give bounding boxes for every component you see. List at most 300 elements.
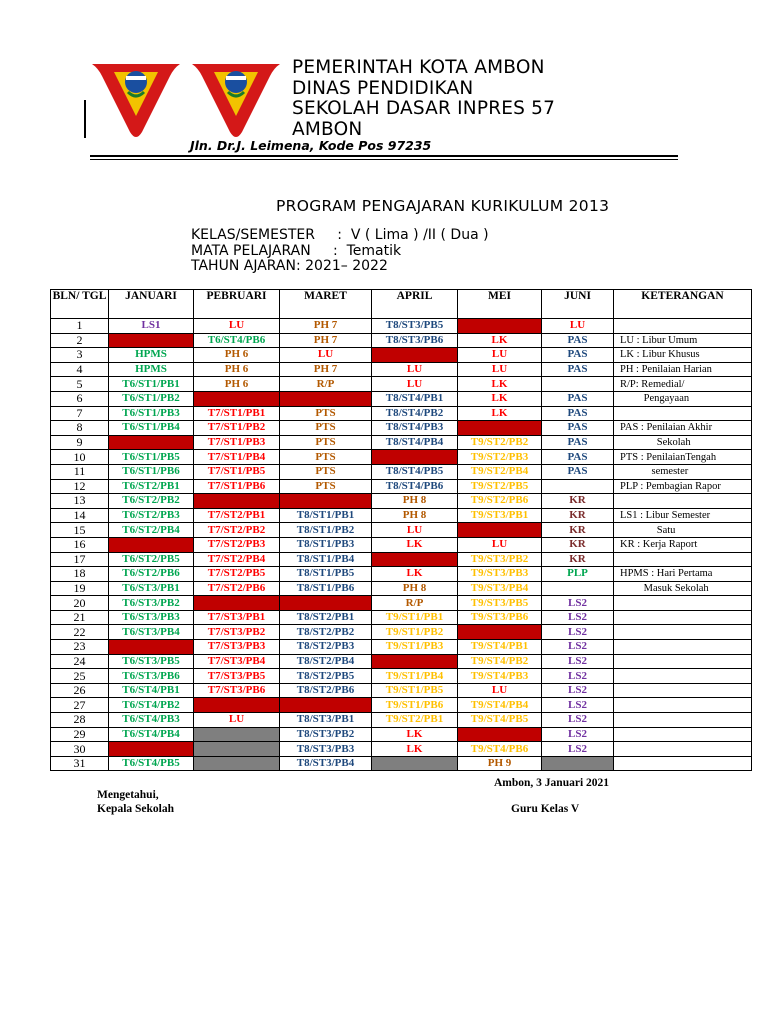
footer-guru-kelas: Guru Kelas V (511, 803, 580, 815)
cell-mei: T9/ST3/PB1 (458, 508, 542, 523)
row-date: 3 (51, 348, 109, 363)
cell-maret: T8/ST2/PB1 (280, 610, 372, 625)
table-row (51, 727, 752, 742)
cell-pebruari: T7/ST2/PB6 (194, 581, 280, 596)
schedule-table (50, 289, 752, 771)
cell-april: PH 8 (372, 494, 458, 509)
cell-januari: HPMS (109, 362, 194, 377)
footer-mengetahui: Mengetahui, (97, 789, 159, 801)
cell-juni: LS2 (542, 596, 614, 611)
cell-april: T9/ST1/PB5 (372, 683, 458, 698)
cell-januari: T6/ST4/PB4 (109, 727, 194, 742)
cell-maret: T8/ST2/PB6 (280, 683, 372, 698)
cell-januari: T6/ST4/PB5 (109, 756, 194, 771)
cell-januari (109, 435, 194, 450)
cell-maret: PTS (280, 450, 372, 465)
table-row (51, 377, 752, 392)
cell-maret: T8/ST2/PB2 (280, 625, 372, 640)
cell-april: LU (372, 377, 458, 392)
cell-juni: PAS (542, 435, 614, 450)
cell-juni: LS2 (542, 654, 614, 669)
cell-mei (458, 421, 542, 436)
cell-keterangan (614, 596, 752, 611)
school-address: Jln. Dr.J. Leimena, Kode Pos 97235 (190, 138, 432, 153)
cell-januari: T6/ST3/PB3 (109, 610, 194, 625)
cell-keterangan (614, 727, 752, 742)
cell-maret: T8/ST1/PB6 (280, 581, 372, 596)
table-row (51, 450, 752, 465)
cell-april: T8/ST4/PB3 (372, 421, 458, 436)
cell-juni: PAS (542, 391, 614, 406)
row-date: 15 (51, 523, 109, 538)
row-date: 18 (51, 567, 109, 582)
row-date: 21 (51, 610, 109, 625)
cell-januari: LS1 (109, 319, 194, 334)
cell-januari (109, 537, 194, 552)
cell-maret: T8/ST1/PB2 (280, 523, 372, 538)
cell-pebruari: T7/ST3/PB1 (194, 610, 280, 625)
cell-maret: R/P (280, 377, 372, 392)
cell-april: T9/ST1/PB4 (372, 669, 458, 684)
table-row (51, 537, 752, 552)
table-row (51, 654, 752, 669)
table-row (51, 464, 752, 479)
cell-juni: LS2 (542, 713, 614, 728)
cell-pebruari: T7/ST1/PB6 (194, 479, 280, 494)
table-row (51, 333, 752, 348)
cell-juni (542, 479, 614, 494)
meta-mapel: MATA PELAJARAN : Tematik (191, 242, 402, 259)
cell-januari: T6/ST2/PB6 (109, 567, 194, 582)
table-header-row (51, 290, 752, 319)
city-emblem-right (190, 58, 282, 138)
cell-mei: T9/ST3/PB2 (458, 552, 542, 567)
cell-mei: T9/ST4/PB5 (458, 713, 542, 728)
cell-juni: KR (542, 537, 614, 552)
cell-april: LK (372, 742, 458, 757)
cell-pebruari: T7/ST1/PB5 (194, 464, 280, 479)
cell-pebruari (194, 494, 280, 509)
cell-maret (280, 391, 372, 406)
cell-maret: PH 7 (280, 362, 372, 377)
cell-april: T8/ST4/PB5 (372, 464, 458, 479)
cell-keterangan: Masuk Sekolah (614, 581, 752, 596)
cell-januari: T6/ST1/PB1 (109, 377, 194, 392)
cell-pebruari (194, 391, 280, 406)
row-date: 17 (51, 552, 109, 567)
cell-maret: PTS (280, 464, 372, 479)
cell-keterangan (614, 625, 752, 640)
cell-april (372, 450, 458, 465)
cell-maret: PH 7 (280, 333, 372, 348)
cell-juni: LS2 (542, 610, 614, 625)
header-bln-tgl: BLN/ TGL (51, 290, 109, 319)
cell-pebruari: T6/ST4/PB6 (194, 333, 280, 348)
table-row (51, 625, 752, 640)
cell-maret: T8/ST2/PB4 (280, 654, 372, 669)
cell-maret: T8/ST1/PB4 (280, 552, 372, 567)
schedule-body (51, 319, 752, 771)
cell-pebruari: T7/ST2/PB4 (194, 552, 280, 567)
cell-juni (542, 756, 614, 771)
cell-januari: T6/ST4/PB3 (109, 713, 194, 728)
row-date: 14 (51, 508, 109, 523)
cell-keterangan: LU : Libur Umum (614, 333, 752, 348)
cell-keterangan: PTS : PenilaianTengah (614, 450, 752, 465)
cell-juni: PLP (542, 567, 614, 582)
cell-keterangan (614, 640, 752, 655)
table-row (51, 698, 752, 713)
cell-mei: LU (458, 362, 542, 377)
cell-april: T9/ST2/PB1 (372, 713, 458, 728)
cell-pebruari (194, 698, 280, 713)
cell-januari: T6/ST3/PB5 (109, 654, 194, 669)
cell-juni: KR (542, 508, 614, 523)
cell-keterangan: Pengayaan (614, 391, 752, 406)
row-date: 25 (51, 669, 109, 684)
cell-juni (542, 581, 614, 596)
cell-april: T9/ST1/PB6 (372, 698, 458, 713)
table-row (51, 640, 752, 655)
cell-juni: LS2 (542, 683, 614, 698)
cell-mei: LK (458, 333, 542, 348)
cell-april: LK (372, 537, 458, 552)
cell-juni: KR (542, 494, 614, 509)
table-row (51, 435, 752, 450)
cell-keterangan: R/P: Remedial/ (614, 377, 752, 392)
row-date: 16 (51, 537, 109, 552)
cell-pebruari: T7/ST2/PB5 (194, 567, 280, 582)
cell-juni: PAS (542, 450, 614, 465)
cell-mei (458, 727, 542, 742)
row-date: 9 (51, 435, 109, 450)
cell-keterangan (614, 756, 752, 771)
meta-kelas: KELAS/SEMESTER : V ( Lima ) /II ( Dua ) (191, 227, 489, 243)
row-date: 5 (51, 377, 109, 392)
cell-januari: T6/ST1/PB6 (109, 464, 194, 479)
cell-mei: LU (458, 683, 542, 698)
document-meta (191, 228, 489, 275)
cell-januari: T6/ST2/PB5 (109, 552, 194, 567)
cell-pebruari: T7/ST1/PB2 (194, 421, 280, 436)
cell-maret: T8/ST1/PB5 (280, 567, 372, 582)
table-row (51, 567, 752, 582)
table-row (51, 406, 752, 421)
cell-mei: T9/ST3/PB3 (458, 567, 542, 582)
cell-keterangan (614, 610, 752, 625)
header-mei: MEI (458, 290, 542, 319)
cell-juni: LS2 (542, 698, 614, 713)
cell-mei: T9/ST4/PB3 (458, 669, 542, 684)
cell-juni: PAS (542, 421, 614, 436)
kop-line-2: DINAS PENDIDIKAN (292, 77, 474, 99)
table-row (51, 348, 752, 363)
cell-juni: LU (542, 319, 614, 334)
cell-januari: T6/ST1/PB2 (109, 391, 194, 406)
cell-pebruari: T7/ST3/PB3 (194, 640, 280, 655)
cell-april: PH 8 (372, 508, 458, 523)
header-vertical-bar (84, 100, 86, 138)
cell-keterangan (614, 654, 752, 669)
table-row (51, 421, 752, 436)
header-juni: JUNI (542, 290, 614, 319)
cell-april: T8/ST4/PB1 (372, 391, 458, 406)
cell-keterangan (614, 552, 752, 567)
cell-pebruari: LU (194, 713, 280, 728)
cell-april: T8/ST3/PB6 (372, 333, 458, 348)
cell-mei: T9/ST4/PB2 (458, 654, 542, 669)
cell-juni: LS2 (542, 669, 614, 684)
cell-januari: T6/ST2/PB2 (109, 494, 194, 509)
cell-pebruari: T7/ST3/PB4 (194, 654, 280, 669)
cell-april: T8/ST4/PB2 (372, 406, 458, 421)
cell-maret: T8/ST2/PB3 (280, 640, 372, 655)
cell-juni (542, 377, 614, 392)
cell-maret (280, 494, 372, 509)
meta-tahun: TAHUN AJARAN: 2021– 2022 (191, 258, 388, 274)
cell-januari: T6/ST3/PB6 (109, 669, 194, 684)
cell-april: T8/ST4/PB4 (372, 435, 458, 450)
table-row (51, 523, 752, 538)
cell-pebruari: T7/ST2/PB3 (194, 537, 280, 552)
row-date: 4 (51, 362, 109, 377)
cell-pebruari: T7/ST3/PB6 (194, 683, 280, 698)
row-date: 7 (51, 406, 109, 421)
cell-keterangan (614, 683, 752, 698)
cell-juni: PAS (542, 362, 614, 377)
row-date: 2 (51, 333, 109, 348)
row-date: 27 (51, 698, 109, 713)
cell-april: LU (372, 362, 458, 377)
row-date: 22 (51, 625, 109, 640)
cell-maret: T8/ST1/PB1 (280, 508, 372, 523)
cell-april: T9/ST1/PB2 (372, 625, 458, 640)
cell-april: R/P (372, 596, 458, 611)
cell-juni: PAS (542, 464, 614, 479)
cell-mei: LK (458, 391, 542, 406)
cell-pebruari: PH 6 (194, 348, 280, 363)
cell-mei: T9/ST2/PB5 (458, 479, 542, 494)
cell-pebruari (194, 756, 280, 771)
cell-maret: T8/ST3/PB3 (280, 742, 372, 757)
cell-januari: HPMS (109, 348, 194, 363)
cell-april: LU (372, 523, 458, 538)
row-date: 6 (51, 391, 109, 406)
cell-maret: PTS (280, 406, 372, 421)
cell-juni: LS2 (542, 742, 614, 757)
cell-juni: LS2 (542, 640, 614, 655)
cell-mei: T9/ST3/PB5 (458, 596, 542, 611)
cell-mei: LU (458, 537, 542, 552)
header-januari: JANUARI (109, 290, 194, 319)
cell-maret: PTS (280, 479, 372, 494)
cell-april: T9/ST1/PB1 (372, 610, 458, 625)
cell-april (372, 348, 458, 363)
cell-mei: T9/ST3/PB4 (458, 581, 542, 596)
cell-juni: LS2 (542, 625, 614, 640)
cell-april: T9/ST1/PB3 (372, 640, 458, 655)
kop-line-4: AMBON (292, 118, 363, 140)
cell-pebruari: T7/ST1/PB3 (194, 435, 280, 450)
cell-keterangan (614, 713, 752, 728)
cell-maret: T8/ST3/PB1 (280, 713, 372, 728)
cell-keterangan: LK : Libur Khusus (614, 348, 752, 363)
table-row (51, 479, 752, 494)
cell-mei (458, 625, 542, 640)
cell-januari: T6/ST2/PB4 (109, 523, 194, 538)
cell-maret: LU (280, 348, 372, 363)
table-row (51, 756, 752, 771)
cell-maret: PH 7 (280, 319, 372, 334)
letterhead (292, 58, 555, 140)
document-title: PROGRAM PENGAJARAN KURIKULUM 2013 (276, 197, 610, 215)
cell-mei: T9/ST2/PB2 (458, 435, 542, 450)
cell-keterangan (614, 742, 752, 757)
table-row (51, 552, 752, 567)
table-row (51, 319, 752, 334)
table-row (51, 683, 752, 698)
cell-keterangan: PH : Penilaian Harian (614, 362, 752, 377)
footer-place-date: Ambon, 3 Januari 2021 (494, 777, 610, 789)
cell-januari: T6/ST4/PB1 (109, 683, 194, 698)
cell-juni: KR (542, 552, 614, 567)
table-row (51, 669, 752, 684)
cell-januari: T6/ST2/PB3 (109, 508, 194, 523)
row-date: 12 (51, 479, 109, 494)
table-row (51, 391, 752, 406)
row-date: 11 (51, 464, 109, 479)
cell-juni: PAS (542, 333, 614, 348)
cell-pebruari: PH 6 (194, 377, 280, 392)
cell-januari: T6/ST1/PB3 (109, 406, 194, 421)
cell-mei: T9/ST2/PB4 (458, 464, 542, 479)
header-rule-thin (90, 159, 678, 160)
cell-keterangan: KR : Kerja Raport (614, 537, 752, 552)
cell-pebruari: PH 6 (194, 362, 280, 377)
cell-keterangan: Sekolah (614, 435, 752, 450)
cell-april: T8/ST3/PB5 (372, 319, 458, 334)
cell-keterangan (614, 669, 752, 684)
cell-april (372, 654, 458, 669)
cell-mei (458, 319, 542, 334)
cell-mei: T9/ST3/PB6 (458, 610, 542, 625)
table-row (51, 742, 752, 757)
row-date: 13 (51, 494, 109, 509)
cell-keterangan: LS1 : Libur Semester (614, 508, 752, 523)
footer-kepala-sekolah: Kepala Sekolah (97, 803, 175, 815)
cell-mei: T9/ST2/PB3 (458, 450, 542, 465)
cell-pebruari: T7/ST1/PB1 (194, 406, 280, 421)
row-date: 19 (51, 581, 109, 596)
cell-maret: PTS (280, 421, 372, 436)
cell-januari (109, 333, 194, 348)
cell-januari (109, 742, 194, 757)
cell-keterangan (614, 698, 752, 713)
cell-maret (280, 596, 372, 611)
row-date: 8 (51, 421, 109, 436)
header-april: APRIL (372, 290, 458, 319)
cell-keterangan: semester (614, 464, 752, 479)
cell-keterangan: Satu (614, 523, 752, 538)
cell-april: LK (372, 567, 458, 582)
cell-pebruari (194, 596, 280, 611)
row-date: 26 (51, 683, 109, 698)
cell-pebruari (194, 727, 280, 742)
cell-keterangan (614, 406, 752, 421)
cell-mei: T9/ST4/PB1 (458, 640, 542, 655)
table-row (51, 596, 752, 611)
header-rule-thick (90, 155, 678, 157)
cell-juni: LS2 (542, 727, 614, 742)
cell-april (372, 756, 458, 771)
cell-januari (109, 640, 194, 655)
cell-pebruari: T7/ST3/PB2 (194, 625, 280, 640)
row-date: 31 (51, 756, 109, 771)
row-date: 10 (51, 450, 109, 465)
cell-januari: T6/ST3/PB4 (109, 625, 194, 640)
cell-januari: T6/ST3/PB2 (109, 596, 194, 611)
cell-januari: T6/ST1/PB4 (109, 421, 194, 436)
cell-mei: LK (458, 377, 542, 392)
table-row (51, 581, 752, 596)
cell-april: T8/ST4/PB6 (372, 479, 458, 494)
cell-pebruari (194, 742, 280, 757)
cell-mei: T9/ST2/PB6 (458, 494, 542, 509)
table-row (51, 494, 752, 509)
cell-pebruari: T7/ST2/PB1 (194, 508, 280, 523)
cell-maret: T8/ST2/PB5 (280, 669, 372, 684)
row-date: 28 (51, 713, 109, 728)
cell-pebruari: LU (194, 319, 280, 334)
city-emblem-left (90, 58, 182, 138)
cell-maret: T8/ST3/PB4 (280, 756, 372, 771)
cell-maret (280, 698, 372, 713)
cell-pebruari: T7/ST1/PB4 (194, 450, 280, 465)
cell-januari: T6/ST1/PB5 (109, 450, 194, 465)
header-keterangan: KETERANGAN (614, 290, 752, 319)
cell-mei: T9/ST4/PB6 (458, 742, 542, 757)
cell-pebruari: T7/ST3/PB5 (194, 669, 280, 684)
cell-april: PH 8 (372, 581, 458, 596)
header-pebruari: PEBRUARI (194, 290, 280, 319)
table-row (51, 362, 752, 377)
cell-januari: T6/ST4/PB2 (109, 698, 194, 713)
cell-mei: PH 9 (458, 756, 542, 771)
cell-juni: KR (542, 523, 614, 538)
cell-januari: T6/ST3/PB1 (109, 581, 194, 596)
row-date: 20 (51, 596, 109, 611)
row-date: 29 (51, 727, 109, 742)
cell-keterangan: PAS : Penilaian Akhir (614, 421, 752, 436)
row-date: 23 (51, 640, 109, 655)
cell-maret: T8/ST1/PB3 (280, 537, 372, 552)
cell-juni: PAS (542, 406, 614, 421)
cell-januari: T6/ST2/PB1 (109, 479, 194, 494)
cell-keterangan: HPMS : Hari Pertama (614, 567, 752, 582)
cell-keterangan (614, 494, 752, 509)
cell-mei: T9/ST4/PB4 (458, 698, 542, 713)
row-date: 1 (51, 319, 109, 334)
cell-maret: T8/ST3/PB2 (280, 727, 372, 742)
cell-april: LK (372, 727, 458, 742)
row-date: 30 (51, 742, 109, 757)
header-maret: MARET (280, 290, 372, 319)
cell-keterangan: PLP : Pembagian Rapor (614, 479, 752, 494)
cell-april (372, 552, 458, 567)
kop-line-1: PEMERINTAH KOTA AMBON (292, 57, 545, 78)
cell-mei (458, 523, 542, 538)
cell-keterangan (614, 319, 752, 334)
